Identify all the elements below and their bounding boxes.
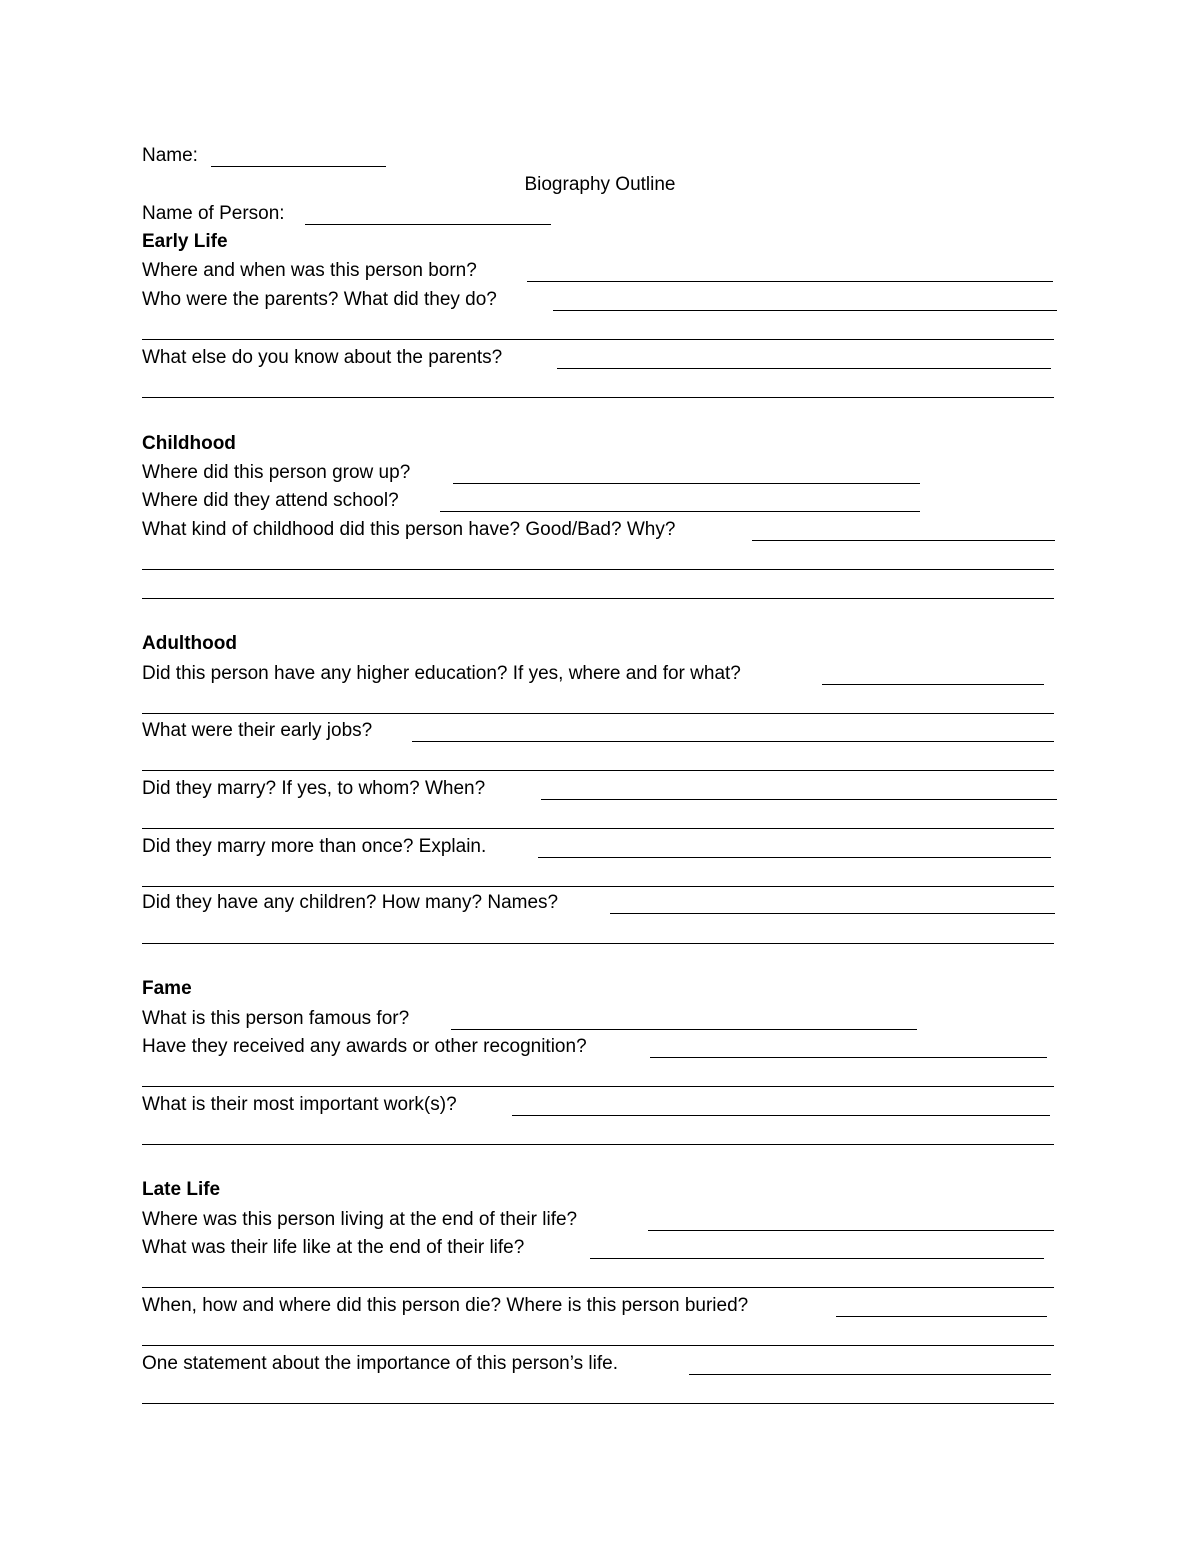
answer-line-parents-else-2[interactable]	[142, 397, 1054, 398]
question-grow-up: Where did this person grow up?	[142, 462, 411, 483]
section-heading-late-life: Late Life	[142, 1179, 221, 1200]
question-education: Did this person have any higher education? If yes, where and for what?	[142, 663, 741, 684]
question-parents-else: What else do you know about the parents?	[142, 347, 503, 368]
question-important-work: What is their most important work(s)?	[142, 1094, 457, 1115]
person-name-label: Name of Person:	[142, 203, 285, 224]
question-marry: Did they marry? If yes, to whom? When?	[142, 778, 486, 799]
answer-line-death-2[interactable]	[142, 1345, 1054, 1346]
answer-line-statement-2[interactable]	[142, 1403, 1054, 1404]
question-living: Where was this person living at the end of their life?	[142, 1209, 578, 1230]
section-heading-early-life: Early Life	[142, 231, 228, 252]
question-death: When, how and where did this person die? Where is this person buried?	[142, 1295, 749, 1316]
answer-line-grow-up[interactable]	[453, 483, 920, 484]
answer-line-important-work[interactable]	[512, 1115, 1050, 1116]
person-name-fill-line[interactable]	[305, 224, 551, 225]
answer-line-marry-more-2[interactable]	[142, 886, 1054, 887]
answer-line-marry-more[interactable]	[538, 857, 1051, 858]
answer-line-important-work-2[interactable]	[142, 1144, 1054, 1145]
answer-line-statement[interactable]	[689, 1374, 1051, 1375]
answer-line-living[interactable]	[648, 1230, 1054, 1231]
answer-line-childhood-kind-3[interactable]	[142, 598, 1054, 599]
name-label: Name:	[142, 145, 198, 166]
question-school: Where did they attend school?	[142, 490, 399, 511]
answer-line-death[interactable]	[836, 1316, 1047, 1317]
answer-line-childhood-kind-2[interactable]	[142, 569, 1054, 570]
answer-line-jobs[interactable]	[412, 741, 1054, 742]
answer-line-awards[interactable]	[650, 1057, 1047, 1058]
question-famous: What is this person famous for?	[142, 1008, 410, 1029]
answer-line-education[interactable]	[822, 684, 1044, 685]
question-statement: One statement about the importance of this person’s life.	[142, 1353, 618, 1374]
question-jobs: What were their early jobs?	[142, 720, 373, 741]
answer-line-parents-2[interactable]	[142, 339, 1054, 340]
answer-line-parents[interactable]	[553, 310, 1057, 311]
question-parents: Who were the parents? What did they do?	[142, 289, 497, 310]
question-marry-more: Did they marry more than once? Explain.	[142, 836, 487, 857]
answer-line-jobs-2[interactable]	[142, 770, 1054, 771]
question-children: Did they have any children? How many? Names?	[142, 892, 559, 913]
answer-line-education-2[interactable]	[142, 713, 1054, 714]
answer-line-children[interactable]	[610, 913, 1055, 914]
answer-line-life-like-2[interactable]	[142, 1287, 1054, 1288]
answer-line-born[interactable]	[527, 281, 1053, 282]
question-life-like: What was their life like at the end of their life?	[142, 1237, 525, 1258]
answer-line-children-2[interactable]	[142, 943, 1054, 944]
page-title: Biography Outline	[524, 174, 676, 195]
section-heading-adulthood: Adulthood	[142, 633, 237, 654]
name-fill-line[interactable]	[211, 166, 386, 167]
section-heading-fame: Fame	[142, 978, 192, 999]
answer-line-parents-else[interactable]	[557, 368, 1051, 369]
answer-line-awards-2[interactable]	[142, 1086, 1054, 1087]
question-childhood-kind: What kind of childhood did this person have? Good/Bad? Why?	[142, 519, 676, 540]
question-born: Where and when was this person born?	[142, 260, 477, 281]
answer-line-school[interactable]	[440, 511, 920, 512]
answer-line-famous[interactable]	[451, 1029, 917, 1030]
answer-line-marry[interactable]	[541, 799, 1057, 800]
answer-line-marry-2[interactable]	[142, 828, 1054, 829]
answer-line-life-like[interactable]	[590, 1258, 1044, 1259]
question-awards: Have they received any awards or other recognition?	[142, 1036, 587, 1057]
section-heading-childhood: Childhood	[142, 433, 236, 454]
answer-line-childhood-kind[interactable]	[752, 540, 1055, 541]
